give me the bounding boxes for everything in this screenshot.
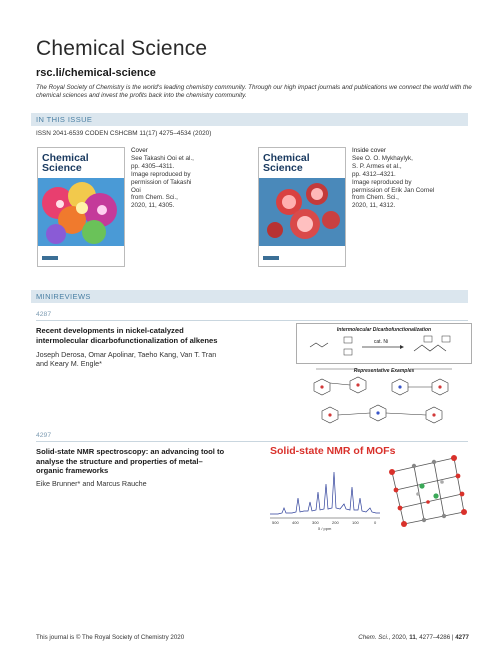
article-title[interactable]: Recent developments in nickel-catalyzed intermolecular dicarbofunctionalization of alkenes [36, 326, 218, 345]
nmr-mof-graphic [264, 442, 470, 532]
footer-page-number: 4277 [455, 634, 469, 641]
issn-line: ISSN 2041-6539 CODEN CSHCBM 11(17) 4275–4534 (2020) [36, 130, 212, 137]
graphic-title: Intermolecular Dicarbofunctionalization [336, 327, 432, 333]
article-graphical-abstract [296, 323, 472, 429]
in-this-issue-bar [31, 113, 468, 126]
footer-copyright: This journal is © The Royal Society of Chemistry 2020 [36, 634, 185, 641]
footer-citation: Chem. Sci., 2020, 11, 4277–4286 | 4277 [358, 634, 469, 641]
in-this-issue-heading: IN THIS ISSUE [36, 115, 93, 124]
journal-title: Chemical Science [36, 37, 208, 60]
cover-thumbnail[interactable] [37, 147, 125, 267]
svg-text:0: 0 [374, 520, 377, 525]
article-page-number[interactable]: 4287 [36, 311, 52, 318]
inside-cover-caption: Inside cover See O. O. Mykhaylyk, S. P. Armes et al., pp. 4312–4321. Image reproduced by permission of Erik Jan Cornel from Chem. Sci., 2020, 11, 4312. [352, 147, 435, 210]
article-authors: Eike Brunner* and Marcus Rauche [36, 479, 147, 488]
graphic-catalyst: cat. Ni [373, 339, 389, 345]
inside-cover-thumbnail[interactable] [258, 147, 346, 267]
svg-text:400: 400 [292, 520, 299, 525]
article-title[interactable]: Solid-state NMR spectroscopy: an advancing tool to analyse the structure and properties of metal– organic frameworks [36, 447, 225, 475]
reaction-scheme-graphic [296, 323, 472, 429]
article-divider [36, 320, 468, 321]
svg-text:200: 200 [332, 520, 339, 525]
article-graphical-abstract [264, 442, 470, 532]
journal-tagline: The Royal Society of Chemistry is the world's leading chemistry community. Through our high impact journals and publications we connect the world with the chemical sciences and invest the profits back into the chemistry community. [36, 84, 472, 100]
cover-thumbnail-title: Chemical Science [42, 152, 89, 174]
mof-structure [392, 458, 464, 524]
svg-text:100: 100 [352, 520, 359, 525]
minireviews-heading: MINIREVIEWS [36, 292, 91, 301]
journal-url[interactable]: rsc.li/chemical-science [36, 67, 156, 79]
inside-cover-thumbnail-title: Chemical Science [263, 152, 310, 174]
article-authors: Joseph Derosa, Omar Apolinar, Taeho Kang, Van T. Tran and Keary M. Engle* [36, 350, 217, 368]
cover-caption: Cover See Takashi Ooi et al., pp. 4305–4311. Image reproduced by permission of Takashi Ooi from Chem. Sci., 2020, 11, 4305. [131, 147, 194, 210]
minireviews-bar [31, 290, 468, 303]
svg-text:δ / ppm: δ / ppm [318, 526, 332, 531]
svg-text:500: 500 [272, 520, 279, 525]
svg-text:300: 300 [312, 520, 319, 525]
article-page-number[interactable]: 4297 [36, 432, 52, 439]
graphic-title: Solid-state NMR of MOFs [270, 445, 396, 457]
graphic-subtitle: Representative Examples [353, 368, 415, 374]
